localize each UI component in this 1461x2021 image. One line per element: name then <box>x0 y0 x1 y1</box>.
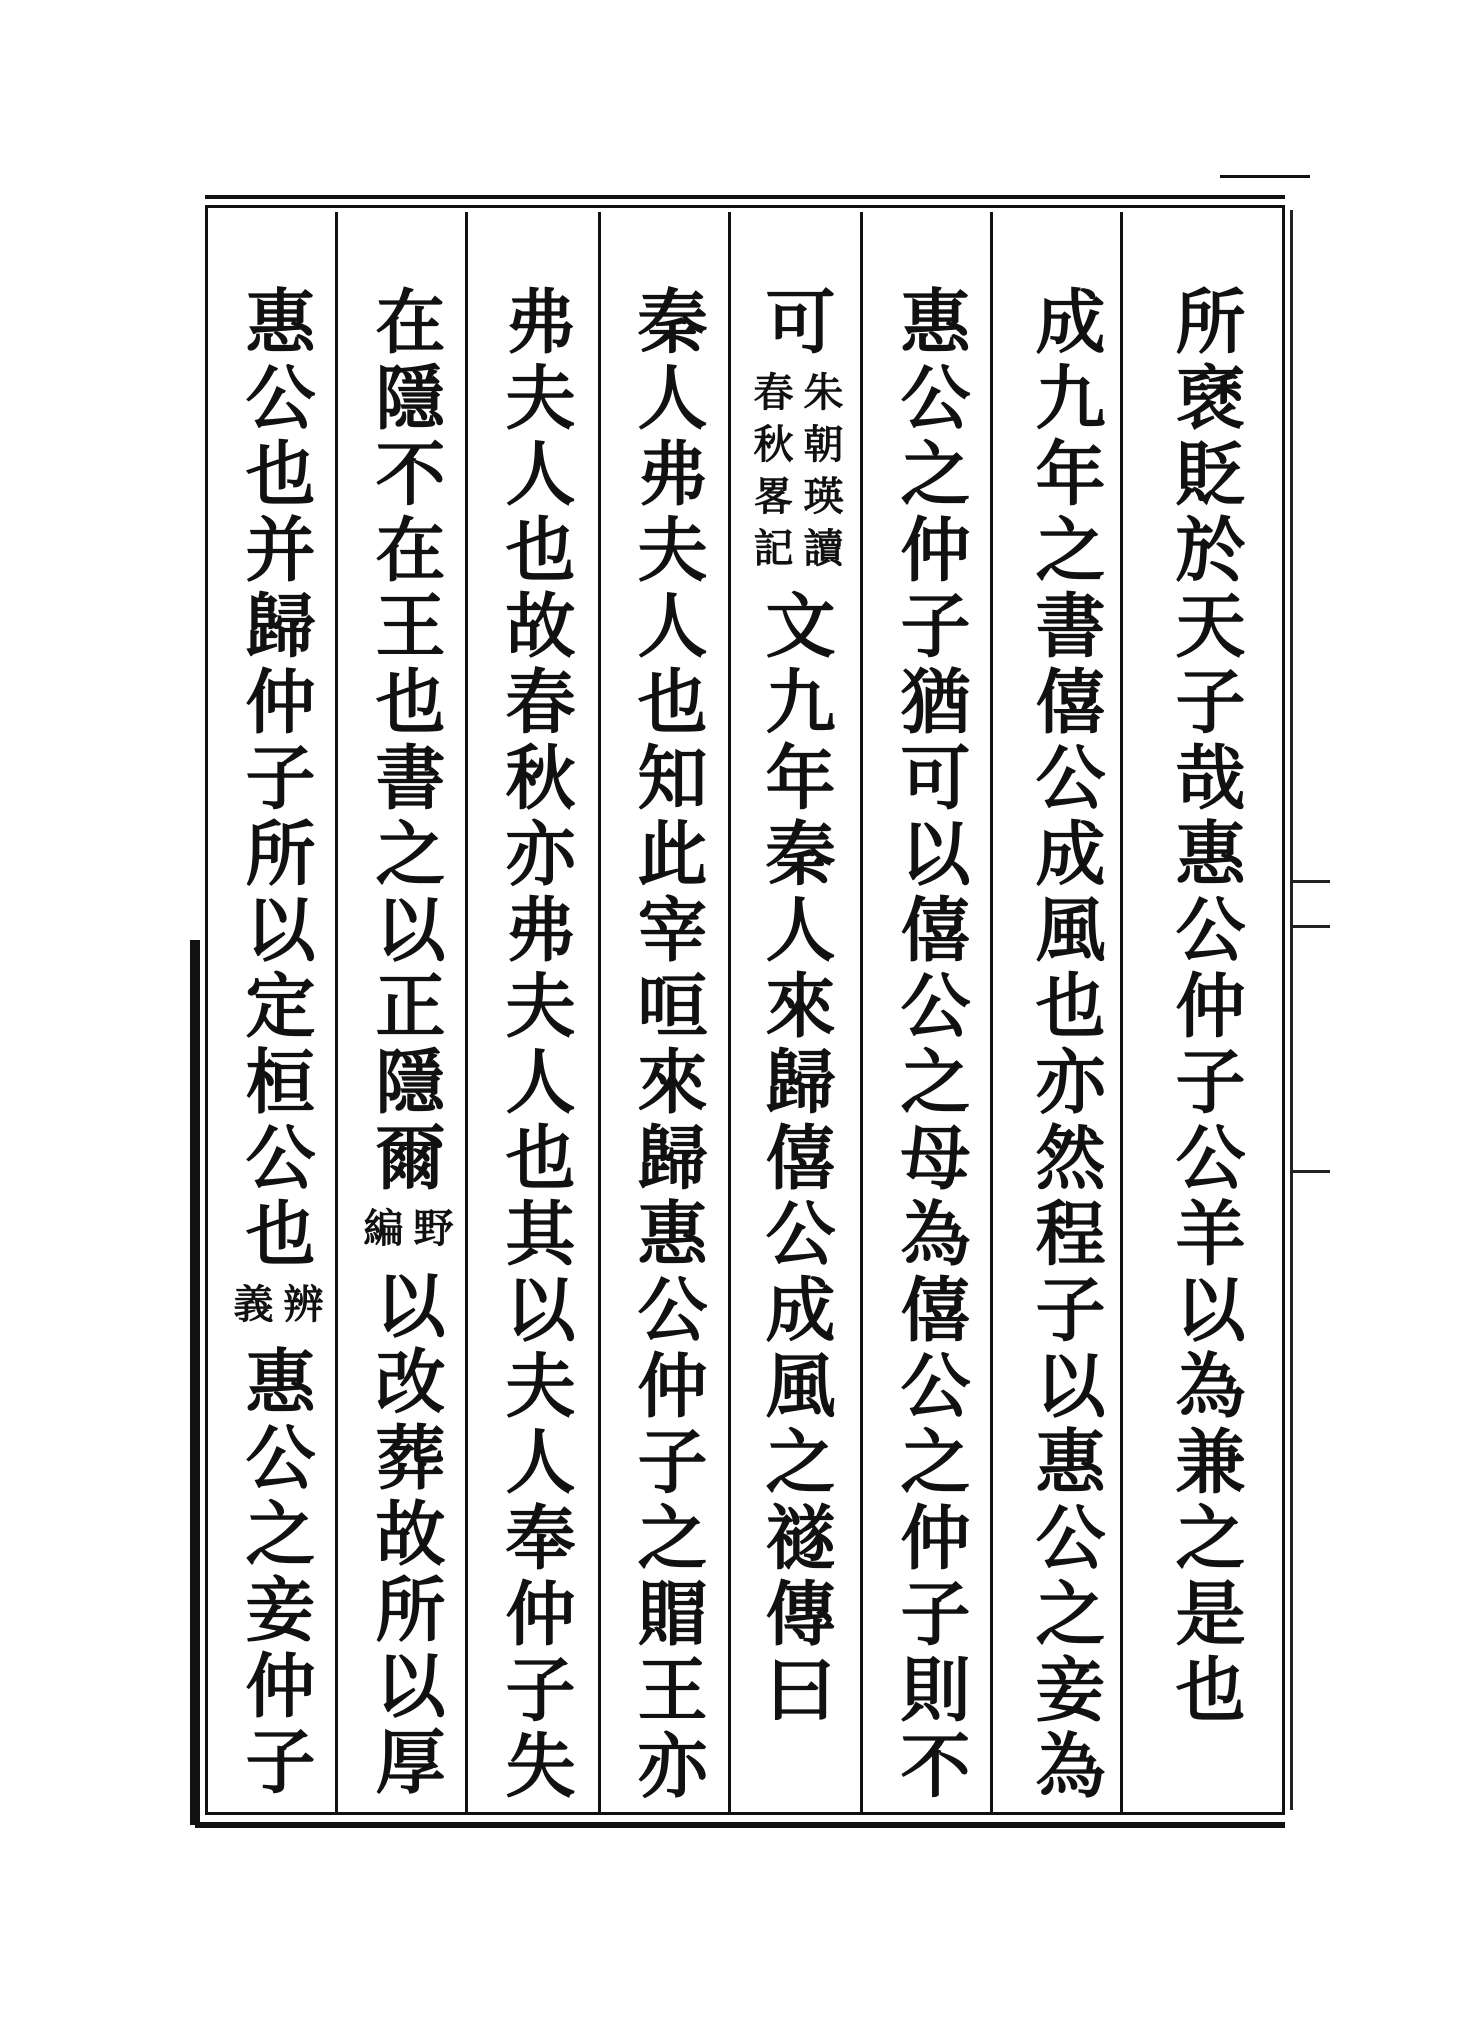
note-line: 義 <box>227 1283 274 1335</box>
column-divider <box>335 212 338 1812</box>
column-divider <box>465 212 468 1812</box>
fold-margin <box>1290 210 1350 1810</box>
note-line: 朱朝瑛讀 <box>797 371 844 579</box>
note-line: 春秋畧記 <box>747 371 794 579</box>
top-rule-extension <box>1220 175 1310 178</box>
top-rule-outer <box>205 195 1285 199</box>
fold-margin-tick <box>1290 1170 1330 1173</box>
fold-margin-line <box>1290 210 1293 1810</box>
interlinear-note <box>747 371 843 579</box>
interlinear-note <box>227 1283 323 1335</box>
main-text: 弗夫人也故春秋亦弗夫人也其以夫人奉仲子失 <box>494 285 577 1805</box>
fold-margin-tick <box>1290 925 1330 928</box>
text-column-4 <box>740 285 850 1805</box>
main-text: 惠公也并歸仲子所以定桓公也 <box>234 285 317 1273</box>
bottom-rule <box>195 1822 1285 1828</box>
main-text: 惠公之妾仲子 <box>234 1345 317 1801</box>
text-column-3 <box>875 285 985 1805</box>
main-text: 惠公仲子公羊以為兼之是也 <box>1164 817 1247 1729</box>
column-divider <box>1120 212 1123 1812</box>
text-column-6 <box>480 285 590 1805</box>
text-column-5 <box>612 285 722 1805</box>
main-text: 秦人弗夫人也知此宰咺來歸惠公仲子之賵王亦 <box>626 285 709 1805</box>
text-column-2 <box>1010 285 1120 1805</box>
text-column-8 <box>220 285 330 1805</box>
column-divider <box>728 212 731 1812</box>
text-column-7 <box>350 285 460 1805</box>
column-divider <box>598 212 601 1812</box>
interlinear-note <box>357 1207 453 1259</box>
text-column-1 <box>1150 285 1260 1805</box>
main-text: 所褎貶於天子哉 <box>1164 285 1247 817</box>
main-text: 成九年之書僖公成風也亦然程子以惠公之妾為 <box>1024 285 1107 1805</box>
fold-margin-tick <box>1290 880 1330 883</box>
note-line: 編 <box>357 1207 404 1259</box>
column-divider <box>860 212 863 1812</box>
main-text: 在隱不在王也書之以正隱爾 <box>364 285 447 1197</box>
main-text: 以改葬故所以厚 <box>364 1269 447 1801</box>
note-line: 野 <box>407 1207 454 1259</box>
column-divider <box>990 212 993 1812</box>
note-line: 辨 <box>277 1283 324 1335</box>
main-text: 可 <box>754 285 837 361</box>
main-text: 文九年秦人來歸僖公成風之禭傳曰 <box>754 589 837 1729</box>
left-edge-heavy <box>190 940 200 1825</box>
main-text: 惠公之仲子猶可以僖公之母為僖公之仲子則不 <box>889 285 972 1805</box>
